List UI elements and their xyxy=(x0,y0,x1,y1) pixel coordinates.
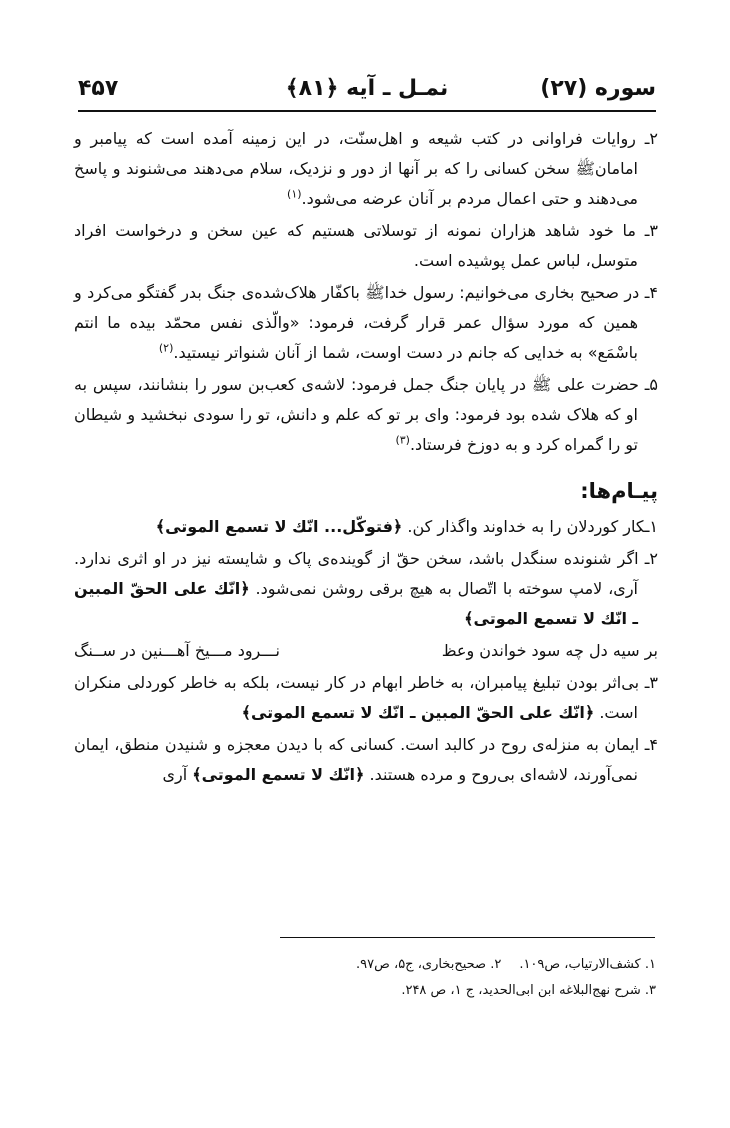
header-title: نمـل ـ آیه ﴿۸۱﴾ xyxy=(285,76,449,101)
footnote-ref: (۲) xyxy=(158,341,174,355)
note-text: ۵ـ حضرت علی ﷺ در پایان جنگ جمل فرمود: لاشه‌ی کعب‌بن سور را بنشانند، سپس به او که هلاک شده بود فرمود: وای بر تو که علم و دانش، تو را سودی نبخشید و شیطان تو را گمراه کرد و به دوزخ فرستاد. xyxy=(74,375,658,454)
message-text: ۲ـ اگر شنونده سنگدل باشد، سخن حقّ از گوینده‌ی پاک و شایسته نیز در او اثری ندارد. آری، لامپ سوخته با اتّصال به هیچ برقی روشن نمی‌شود. xyxy=(74,549,658,598)
footnote-ref: (۳) xyxy=(395,433,410,447)
footnote-ref: (۱) xyxy=(287,187,302,201)
note-text: ۴ـ در صحیح بخاری می‌خوانیم: رسول خداﷺ باکفّار هلاک‌شده‌ی جنگ بدر گفتگو می‌کرد و همین که مورد سؤال عمر قرار گرفت، فرمود: «والّذی نفس محمّد بیده ما انتم باسْمَع» به خدایی که جانم در دست اوست، شما از آنان شنواتر نیستید. xyxy=(74,283,658,362)
message-text: ۴ـ ایمان به منزله‌ی روح در کالبد است. کسانی که با دیدن معجزه و شنیدن منطق، ایمان نمی‌آورند، لاشه‌ای بی‌روح و مرده هستند. xyxy=(74,735,658,784)
message-text: ۳ـ بی‌اثر بودن تبلیغ پیامبران، به خاطر ابهام در کار نیست، بلکه به خاطر کوردلی منکران است. xyxy=(74,673,658,722)
note-item-3 xyxy=(74,216,658,276)
note-text: ۳ـ ما خود شاهد هزاران نمونه از توسلاتی هستیم که عین سخن و درخواست افراد متوسل، لباس عمل پوشیده است. xyxy=(74,221,658,270)
page-body xyxy=(74,124,658,792)
quran-verse: ﴿انّك على الحقّ المبين ـ انّك لا تسمع الموتى﴾ xyxy=(241,703,595,722)
footnote-rule xyxy=(280,937,655,938)
note-text: ۲ـ روایات فراوانی در کتب شیعه و اهل‌سنّت، در این زمینه آمده است که پیامبر و امامانﷺ سخن کسانی را که بر آنها از دور و نزدیک، سلام می‌دهند می‌شنوند و پاسخ می‌دهند و حتی اعمال مردم بر آنان عرضه می‌شود. xyxy=(74,129,658,208)
footnote-line-1 xyxy=(78,952,656,978)
message-item-1 xyxy=(74,512,658,542)
surah-label: سوره (۲۷) xyxy=(540,76,656,101)
quran-verse: ﴿انّك لا تسمع الموتى﴾ xyxy=(192,765,365,784)
message-item-2 xyxy=(74,544,658,634)
poem-hemistich-2: نـــرود مـــیخ آهـــنین در ســنگ xyxy=(74,641,280,660)
footnotes xyxy=(78,952,656,1004)
note-item-4 xyxy=(74,278,658,368)
message-text: ۱ـکار کوردلان را به خداوند واگذار کن. xyxy=(407,517,658,536)
note-item-5 xyxy=(74,370,658,460)
footnote-3: ۳. شرح نهج‌البلاغه ابن ابی‌الحدید، ج ۱، ص ۲۴۸. xyxy=(401,983,656,998)
page-number: ۴۵۷ xyxy=(78,76,119,101)
message-text-continued: آری xyxy=(162,765,188,784)
poem-couplet xyxy=(74,636,658,666)
message-item-3 xyxy=(74,668,658,728)
quran-verse: ﴿فتوکّل... انّك لا تسمع الموتى﴾ xyxy=(155,517,403,536)
messages-heading: پیـام‌ها: xyxy=(580,479,658,503)
page-header xyxy=(78,74,656,110)
header-rule xyxy=(78,110,656,112)
quran-verse: ﴿انّك على الحقّ المبين ـ انّك لا تسمع الموتى﴾ xyxy=(74,579,638,628)
poem-hemistich-1: بر سیه دل چه سود خواندن وعظ xyxy=(441,641,658,660)
footnote-1: ۱. کشف‌الارتیاب، ص۱۰۹. xyxy=(519,957,656,972)
footnote-line-2 xyxy=(78,978,656,1004)
footnote-2: ۲. صحیح‌بخاری، ج۵، ص۹۷. xyxy=(356,957,502,972)
message-item-4 xyxy=(74,730,658,790)
note-item-2 xyxy=(74,124,658,214)
